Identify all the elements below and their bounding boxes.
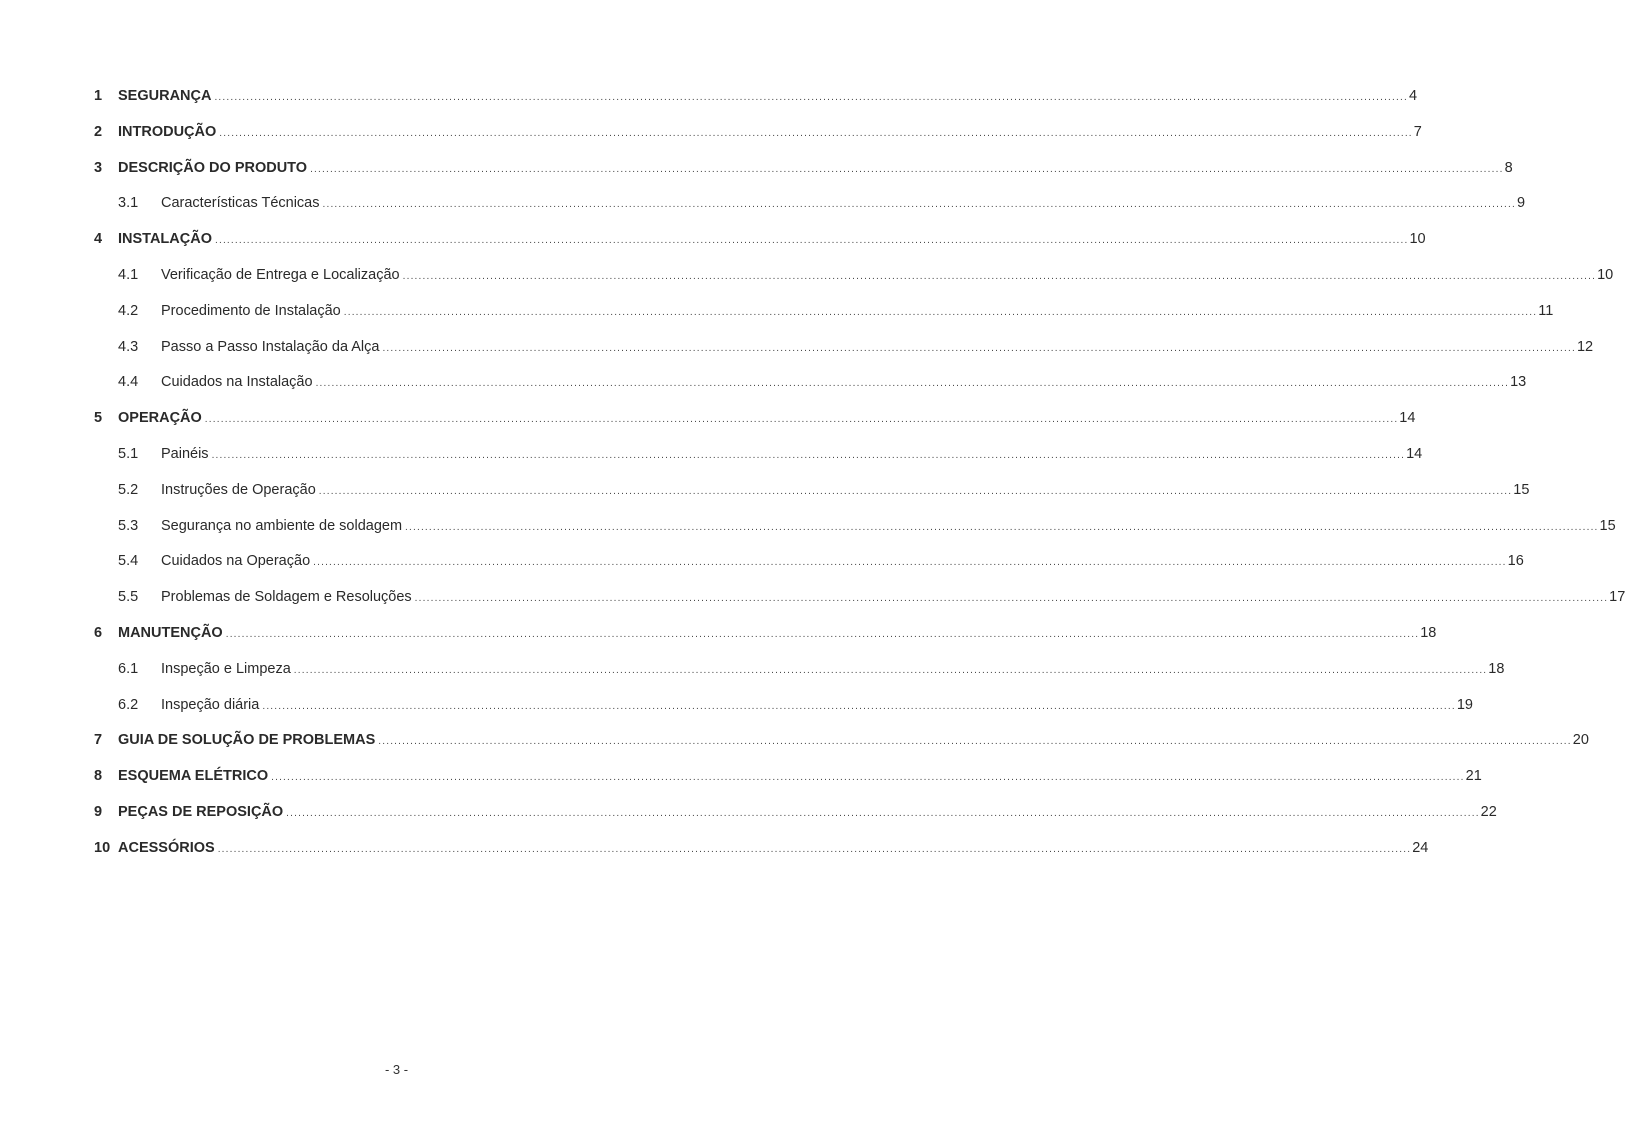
toc-entry-title: Características Técnicas xyxy=(161,195,320,212)
toc-dot-leader: ............................................................................................................................................................................................................................................................................................................ xyxy=(214,92,1408,103)
toc-dot-leader: ............................................................................................................................................................................................................................................................................................................ xyxy=(214,235,1409,247)
toc-entry-title: SEGURANÇA xyxy=(118,88,212,104)
toc-entry-number: 1 xyxy=(94,88,103,104)
toc-dot-leader: ............................................................................................................................................................................................................................................................................................................ xyxy=(293,664,1488,676)
toc-entry-number: 7 xyxy=(94,732,103,749)
toc-entry-page: 8 xyxy=(1504,159,1513,176)
toc-dot-leader: ............................................................................................................................................................................................................................................................................................................ xyxy=(315,378,1510,390)
toc-entry-page: 24 xyxy=(1412,839,1429,856)
toc-entry-number: 9 xyxy=(94,803,103,820)
toc-entry-title: ACESSÓRIOS xyxy=(118,839,215,856)
toc-entry-page: 9 xyxy=(1516,195,1526,212)
toc-section-entry xyxy=(94,621,1437,657)
toc-entry-number: 4.4 xyxy=(118,374,139,391)
toc-entry-title: Cuidados na Instalação xyxy=(161,374,313,391)
toc-dot-leader: ............................................................................................................................................................................................................................................................................................................ xyxy=(310,163,1504,175)
toc-dot-leader: ............................................................................................................................................................................................................................................................................................................ xyxy=(414,593,1609,605)
toc-entry-number: 5.1 xyxy=(118,445,139,462)
page-number: - 3 - xyxy=(384,1062,409,1077)
toc-entry-page: 14 xyxy=(1406,445,1423,462)
toc-dot-leader: ............................................................................................................................................................................................................................................................................................................ xyxy=(286,807,1480,819)
toc-dot-leader: ............................................................................................................................................................................................................................................................................................................ xyxy=(402,270,1597,282)
toc-entry-number: 4.2 xyxy=(118,302,139,319)
toc-section-entry xyxy=(94,84,1418,120)
toc-entry-title: MANUTENÇÃO xyxy=(118,624,223,641)
toc-dot-leader: ............................................................................................................................................................................................................................................................................................................ xyxy=(405,521,1599,533)
toc-dot-leader: ............................................................................................................................................................................................................................................................................................................ xyxy=(211,449,1406,461)
toc-subsection-entry xyxy=(94,549,1524,585)
toc-entry-page: 7 xyxy=(1413,123,1422,140)
toc-entry-page: 22 xyxy=(1480,803,1497,820)
toc-entry-page: 14 xyxy=(1399,410,1416,427)
toc-subsection-entry xyxy=(94,442,1423,478)
toc-entry-page: 15 xyxy=(1599,517,1616,534)
toc-section-entry xyxy=(94,728,1589,764)
toc-entry-page: 18 xyxy=(1488,660,1505,677)
toc-entry-page: 13 xyxy=(1510,374,1527,391)
toc-subsection-entry xyxy=(94,335,1594,371)
toc-entry-page: 17 xyxy=(1609,589,1625,606)
toc-entry-title: Verificação de Entrega e Localização xyxy=(161,266,400,283)
toc-entry-title: OPERAÇÃO xyxy=(118,410,202,427)
toc-entry-title: Passo a Passo Instalação da Alça xyxy=(161,338,380,355)
toc-entry-title: PEÇAS DE REPOSIÇÃO xyxy=(118,803,284,820)
toc-entry-title: INTRODUÇÃO xyxy=(118,123,217,140)
toc-section-entry xyxy=(94,800,1497,836)
toc-entry-title: GUIA DE SOLUÇÃO DE PROBLEMAS xyxy=(118,732,376,749)
toc-dot-leader: ............................................................................................................................................................................................................................................................................................................ xyxy=(313,557,1507,569)
toc-entry-page: 4 xyxy=(1408,88,1418,104)
toc-section-entry xyxy=(94,406,1416,442)
toc-entry-number: 8 xyxy=(94,768,103,785)
toc-entry-title: Inspeção e Limpeza xyxy=(161,660,291,677)
toc-entry-title: Procedimento de Instalação xyxy=(161,302,341,319)
table-of-contents xyxy=(94,84,1625,872)
toc-entry-title: Instruções de Operação xyxy=(161,481,316,498)
toc-dot-leader: ............................................................................................................................................................................................................................................................................................................ xyxy=(382,342,1576,354)
toc-entry-number: 10 xyxy=(94,839,111,856)
toc-entry-title: ESQUEMA ELÉTRICO xyxy=(118,768,269,785)
toc-entry-number: 6.2 xyxy=(118,696,139,713)
toc-entry-page: 11 xyxy=(1538,302,1554,319)
toc-entry-title: INSTALAÇÃO xyxy=(118,231,212,248)
toc-dot-leader: ............................................................................................................................................................................................................................................................................................................ xyxy=(204,414,1399,426)
toc-entry-number: 5.3 xyxy=(118,517,139,534)
toc-section-entry xyxy=(94,227,1426,263)
toc-entry-number: 2 xyxy=(94,123,103,140)
toc-subsection-entry xyxy=(94,299,1554,335)
toc-dot-leader: ............................................................................................................................................................................................................................................................................................................ xyxy=(262,700,1456,712)
toc-entry-number: 3.1 xyxy=(118,195,139,212)
toc-subsection-entry xyxy=(94,585,1625,621)
toc-dot-leader: ............................................................................................................................................................................................................................................................................................................ xyxy=(378,736,1572,748)
toc-dot-leader: ............................................................................................................................................................................................................................................................................................................ xyxy=(225,628,1420,640)
toc-section-entry xyxy=(94,156,1513,192)
toc-dot-leader: ............................................................................................................................................................................................................................................................................................................ xyxy=(217,843,1412,855)
toc-entry-page: 10 xyxy=(1597,266,1614,283)
toc-dot-leader: ............................................................................................................................................................................................................................................................................................................ xyxy=(322,199,1516,211)
toc-entry-number: 4 xyxy=(94,231,103,248)
toc-entry-title: Cuidados na Operação xyxy=(161,553,311,570)
toc-dot-leader: ............................................................................................................................................................................................................................................................................................................ xyxy=(219,127,1413,139)
toc-entry-number: 5 xyxy=(94,410,103,427)
toc-dot-leader: ............................................................................................................................................................................................................................................................................................................ xyxy=(318,485,1513,497)
toc-subsection-entry xyxy=(94,263,1614,299)
toc-subsection-entry xyxy=(94,693,1473,729)
toc-entry-page: 19 xyxy=(1456,696,1473,713)
toc-section-entry xyxy=(94,836,1429,872)
toc-entry-number: 5.2 xyxy=(118,481,139,498)
toc-dot-leader: ............................................................................................................................................................................................................................................................................................................ xyxy=(271,772,1465,784)
toc-entry-number: 6 xyxy=(94,624,103,641)
toc-entry-title: Painéis xyxy=(161,445,209,462)
toc-entry-page: 21 xyxy=(1465,768,1482,785)
toc-section-entry xyxy=(94,764,1482,800)
toc-subsection-entry xyxy=(94,478,1530,514)
toc-entry-page: 12 xyxy=(1576,338,1594,355)
toc-entry-title: Problemas de Soldagem e Resoluções xyxy=(161,589,412,606)
toc-entry-title: Segurança no ambiente de soldagem xyxy=(161,517,403,534)
toc-entry-page: 18 xyxy=(1420,624,1437,641)
toc-section-entry xyxy=(94,120,1422,156)
toc-entry-number: 4.3 xyxy=(118,338,139,355)
toc-entry-number: 4.1 xyxy=(118,266,139,283)
toc-entry-page: 10 xyxy=(1409,231,1426,248)
toc-entry-page: 20 xyxy=(1572,732,1589,749)
toc-subsection-entry xyxy=(94,191,1526,227)
toc-entry-number: 5.5 xyxy=(118,589,139,606)
toc-entry-title: DESCRIÇÃO DO PRODUTO xyxy=(118,159,308,176)
toc-entry-number: 6.1 xyxy=(118,660,139,677)
toc-subsection-entry xyxy=(94,657,1505,693)
toc-subsection-entry xyxy=(94,514,1616,550)
toc-subsection-entry xyxy=(94,370,1527,406)
toc-entry-page: 16 xyxy=(1507,553,1524,570)
toc-dot-leader: ............................................................................................................................................................................................................................................................................................................ xyxy=(343,306,1538,318)
toc-entry-number: 5.4 xyxy=(118,553,139,570)
toc-entry-title: Inspeção diária xyxy=(161,696,260,713)
toc-entry-page: 15 xyxy=(1513,481,1530,498)
toc-entry-number: 3 xyxy=(94,159,103,176)
